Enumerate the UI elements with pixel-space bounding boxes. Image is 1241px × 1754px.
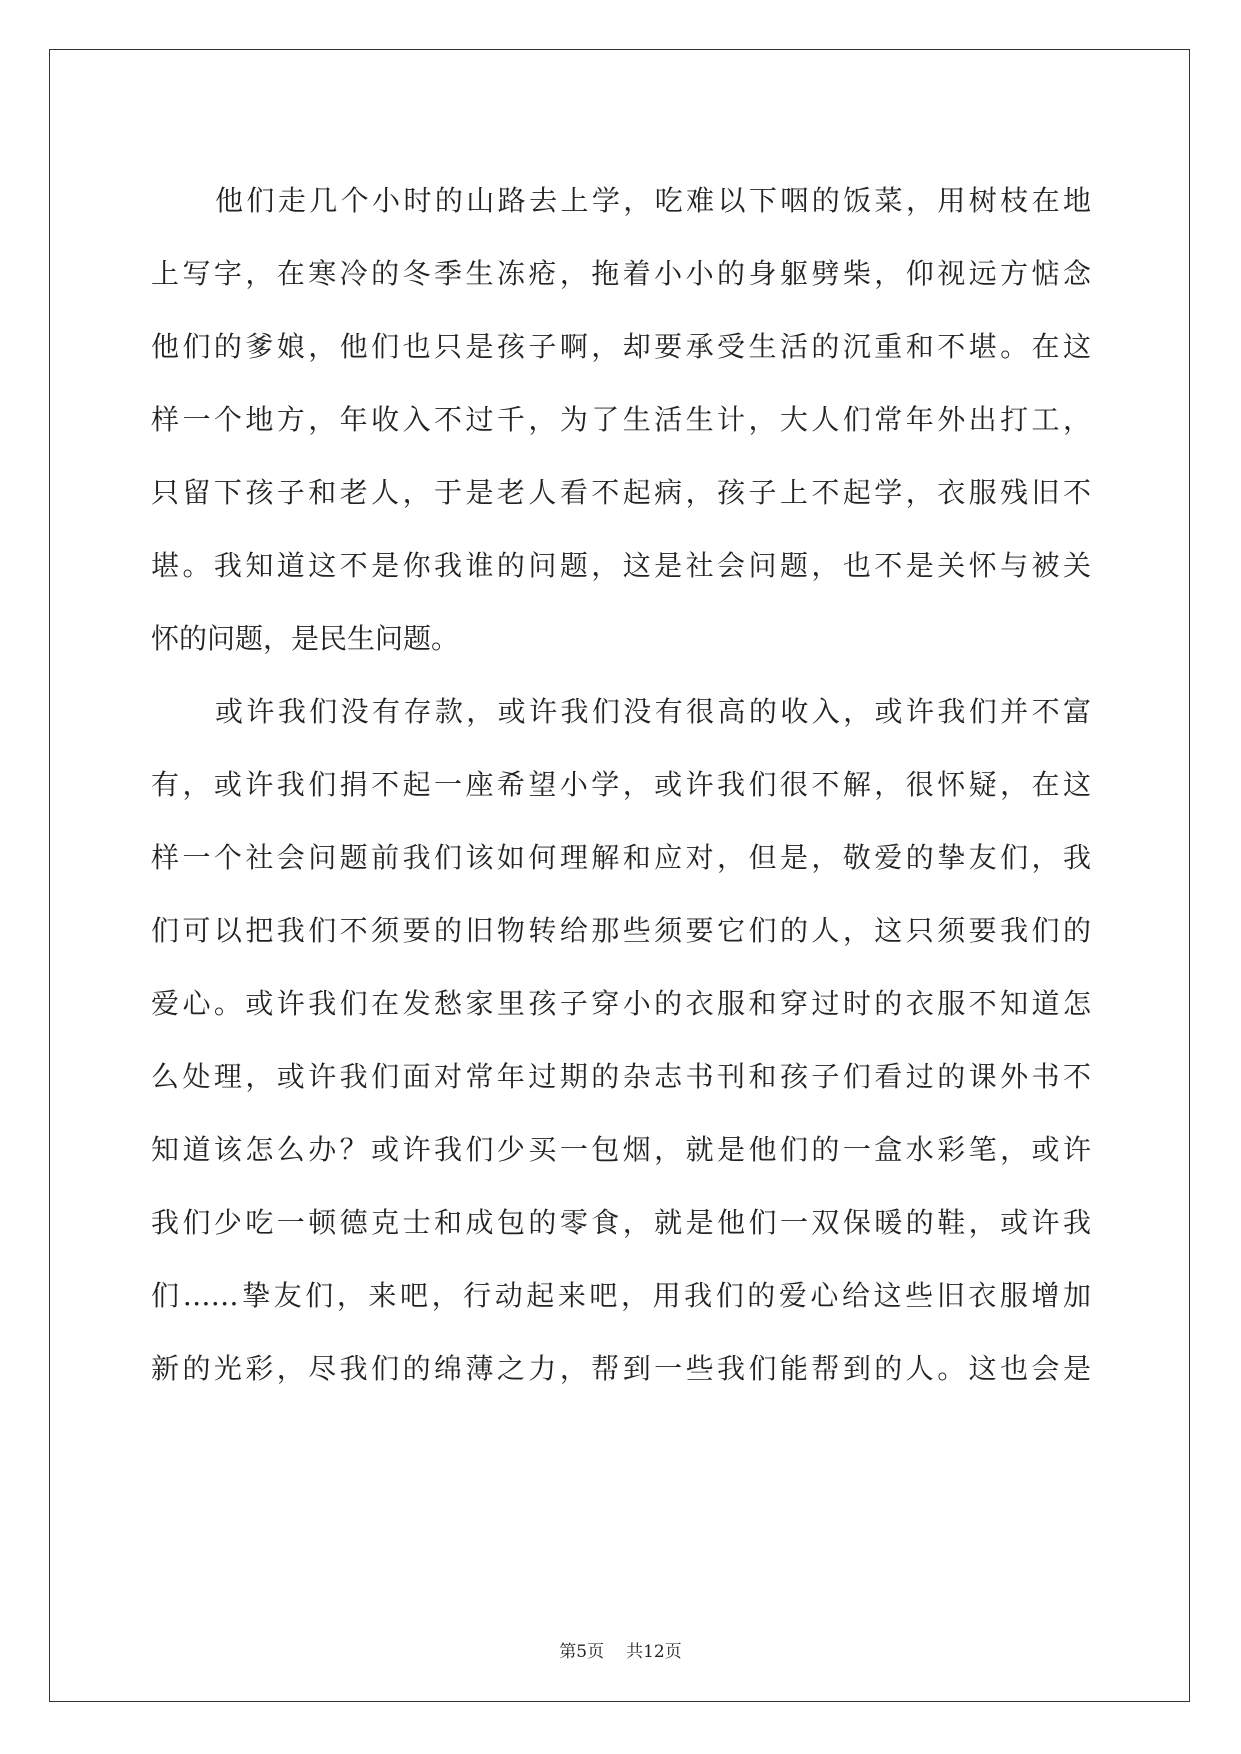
text-line: 样一个社会问题前我们该如何理解和应对，但是，敬爱的挚友们，我 [151, 841, 1091, 874]
text-line: 上写字，在寒冷的冬季生冻疮，拖着小小的身躯劈柴，仰视远方惦念 [151, 257, 1091, 290]
page-footer [0, 1641, 1241, 1663]
text-line: 或许我们没有存款，或许我们没有很高的收入，或许我们并不富 [215, 695, 1091, 728]
text-line: 他们走几个小时的山路去上学，吃难以下咽的饭菜，用树枝在地 [215, 184, 1091, 217]
page-number-total: 共12页 [626, 1642, 682, 1662]
text-line: 新的光彩，尽我们的绵薄之力，帮到一些我们能帮到的人。这也会是 [151, 1352, 1091, 1385]
text-line: 只留下孩子和老人，于是老人看不起病，孩子上不起学，衣服残旧不 [151, 476, 1091, 509]
text-line: 堪。我知道这不是你我谁的问题，这是社会问题，也不是关怀与被关 [151, 549, 1091, 582]
text-line: 样一个地方，年收入不过千，为了生活生计，大人们常年外出打工， [151, 403, 1091, 436]
text-line: 知道该怎么办？或许我们少买一包烟，就是他们的一盒水彩笔，或许 [151, 1133, 1091, 1166]
text-line: 他们的爹娘，他们也只是孩子啊，却要承受生活的沉重和不堪。在这 [151, 330, 1091, 363]
text-line: 们……挚友们，来吧，行动起来吧，用我们的爱心给这些旧衣服增加 [151, 1279, 1091, 1312]
text-line: 有，或许我们捐不起一座希望小学，或许我们很不解，很怀疑，在这 [151, 768, 1091, 801]
page-number-current: 第5页 [559, 1642, 605, 1662]
text-line: 们可以把我们不须要的旧物转给那些须要它们的人，这只须要我们的 [151, 914, 1091, 947]
text-line: 我们少吃一顿德克士和成包的零食，就是他们一双保暖的鞋，或许我 [151, 1206, 1091, 1239]
document-body [151, 164, 1091, 1405]
text-line: 爱心。或许我们在发愁家里孩子穿小的衣服和穿过时的衣服不知道怎 [151, 987, 1091, 1020]
text-line: 怀的问题，是民生问题。 [151, 622, 460, 655]
text-line: 么处理，或许我们面对常年过期的杂志书刊和孩子们看过的课外书不 [151, 1060, 1091, 1093]
